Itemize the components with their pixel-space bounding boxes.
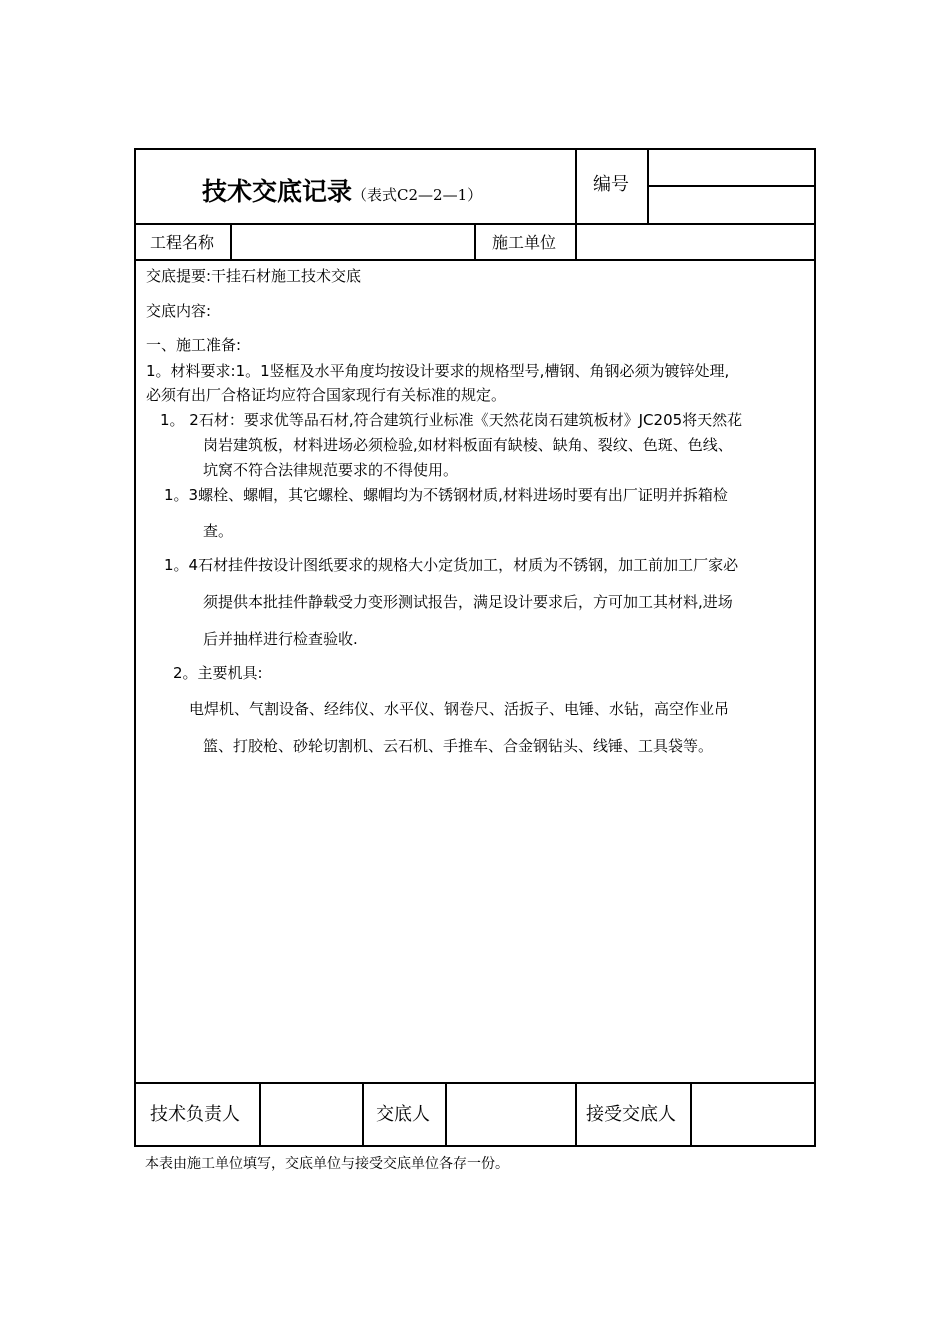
item1-line2: 必须有出厂合格证均应符合国家现行有关标准的规定。 [146,386,507,404]
header-divider [575,150,577,223]
project-name-label: 工程名称 [150,233,215,252]
disclosure-form [134,148,816,1147]
item12-line3: 坑窝不符合法律规范要求的不得使用。 [203,461,459,479]
item14-line3: 后并抽样进行检查验收. [203,630,358,648]
tools-line1: 电焊机、气割设备、经纬仪、水平仪、钢卷尺、活扳子、电锤、水钻，高空作业吊 [189,700,730,718]
project-name-field[interactable] [232,225,472,257]
number-field-2[interactable] [649,187,814,221]
sig-divider-4 [575,1082,577,1147]
item1-line1: 1。材料要求:1。1竖框及水平角度均按设计要求的规格型号,槽钢、角钢必须为镀锌处理, [146,362,730,380]
item12-line1: 1。 2石材：要求优等品石材,符合建筑行业标准《天然花岗石建筑板材》JC205将天然花 [160,411,743,429]
tech-lead-label: 技术负责人 [150,1104,240,1125]
sig-divider-2 [362,1082,364,1147]
item12-line2: 岗岩建筑板，材料进场必须检验,如材料板面有缺棱、缺角、裂纹、色斑、色线、 [203,436,733,454]
section2-title: 2。主要机具: [173,664,263,682]
number-label: 编号 [593,174,629,195]
receiver-field[interactable] [692,1084,814,1145]
item13-line1: 1。3螺栓、螺帽，其它螺栓、螺帽均为不锈钢材质,材料进场时要有出厂证明并拆箱检 [164,486,728,504]
construction-unit-field[interactable] [577,225,814,257]
presenter-field[interactable] [447,1084,573,1145]
item14-line2: 须提供本批挂件静载受力变形测试报告，满足设计要求后，方可加工其材料,进场 [203,593,733,611]
construction-unit-label: 施工单位 [492,233,557,252]
number-field-1[interactable] [649,152,814,184]
presenter-label: 交底人 [376,1104,430,1125]
info-bottom-line [136,259,816,261]
tools-line2: 篮、打胶枪、砂轮切割机、云石机、手推车、合金钢钻头、线锤、工具袋等。 [203,737,714,755]
info-divider-2 [474,223,476,259]
receiver-label: 接受交底人 [586,1104,676,1125]
summary-line: 交底提要:干挂石材施工技术交底 [146,267,362,285]
footnote: 本表由施工单位填写，交底单位与接受交底单位各存一份。 [145,1156,509,1172]
form-title [202,172,482,208]
tech-lead-field[interactable] [261,1084,360,1145]
item13-line2: 查。 [203,522,234,540]
item14-line1: 1。4石材挂件按设计图纸要求的规格大小定货加工，材质为不锈钢，加工前加工厂家必 [164,556,739,574]
content-label: 交底内容: [146,302,212,320]
form-title-text: 技术交底记录 [202,177,353,206]
section1-title: 一、施工准备: [146,336,242,354]
form-code: （表式C2—2—1） [352,186,483,204]
